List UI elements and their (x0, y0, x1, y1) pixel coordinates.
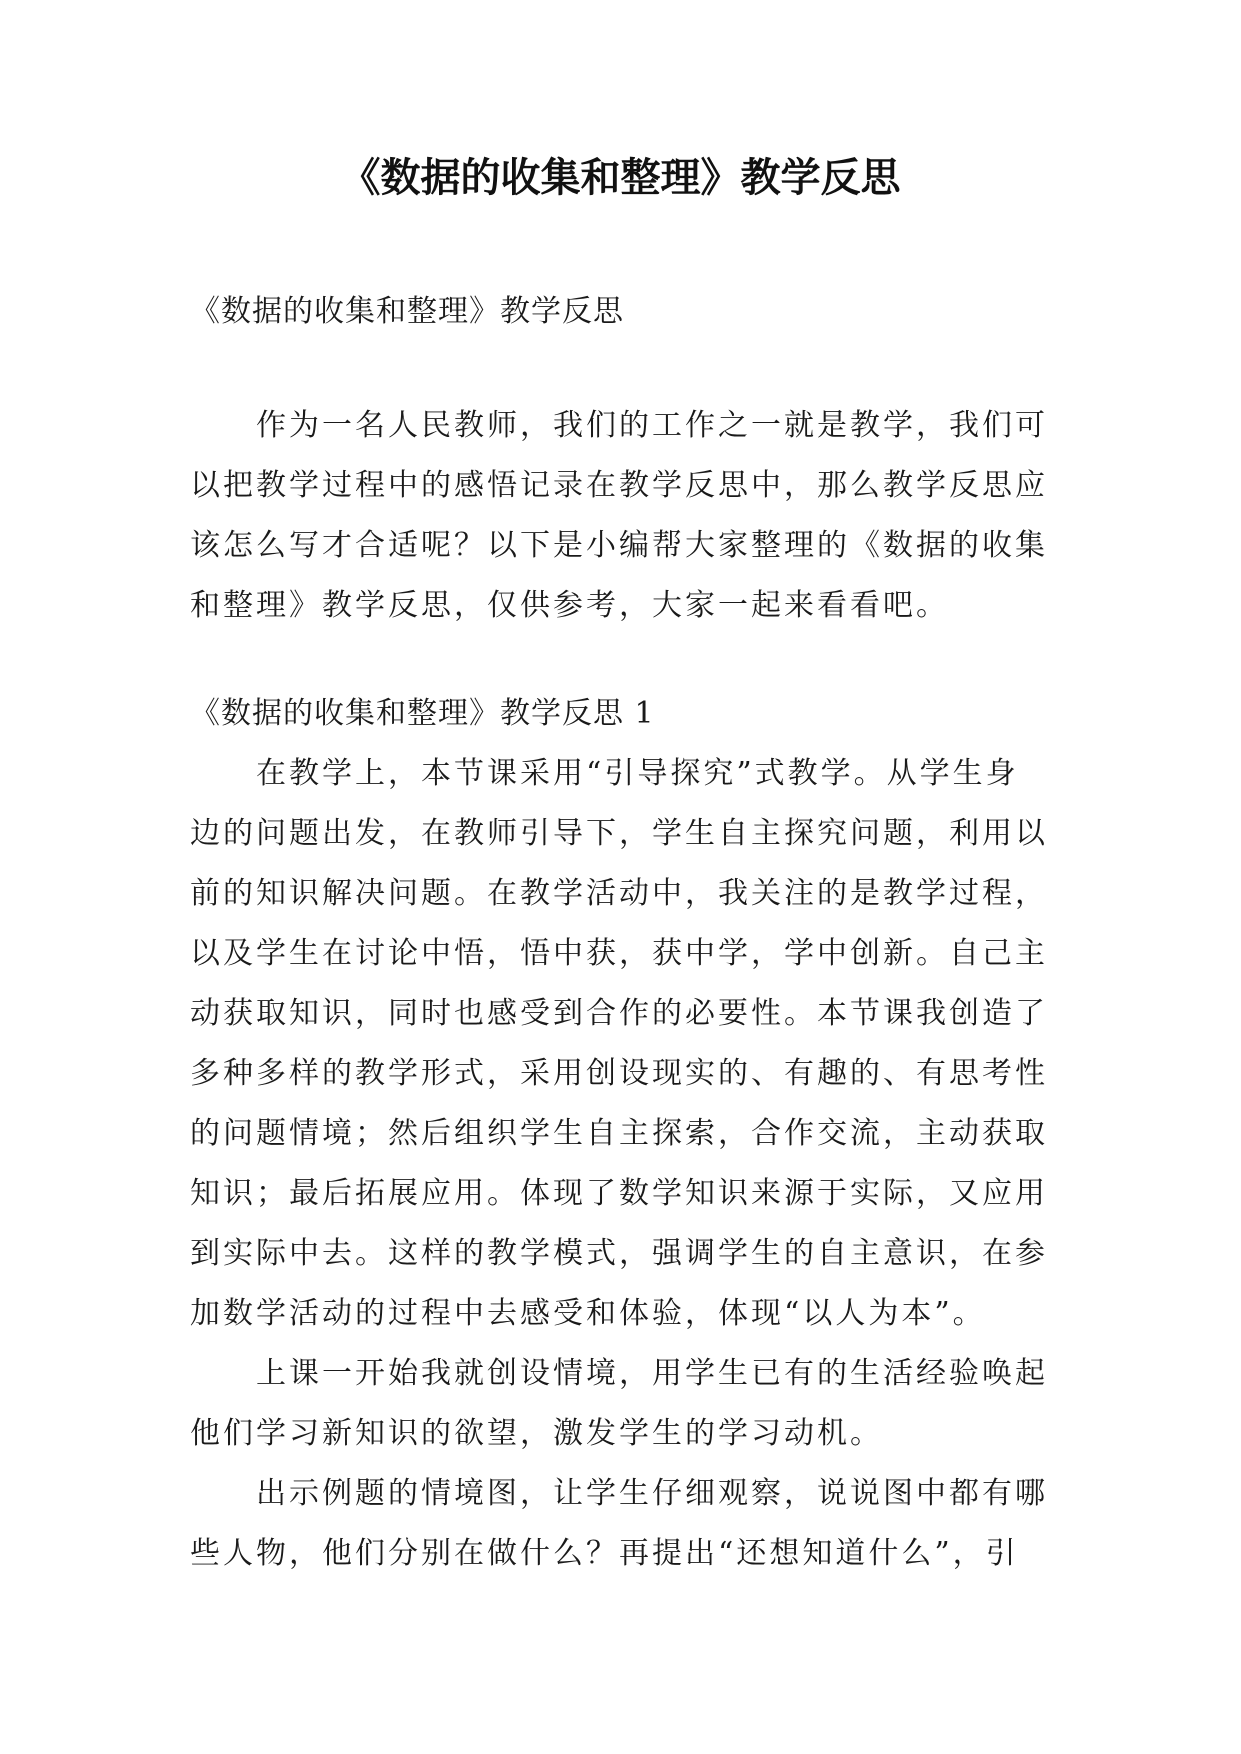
paragraph-line: 前的知识解决问题。在教学活动中，我关注的是教学过程， (190, 876, 1048, 911)
paragraph-line: 知识；最后拓展应用。体现了数学知识来源于实际，又应用 (190, 1176, 1048, 1211)
paragraph-line: 在教学上，本节课采用“引导探究”式教学。从学生身 (256, 756, 1019, 791)
paragraph-line: 出示例题的情境图，让学生仔细观察，说说图中都有哪 (256, 1476, 1048, 1511)
paragraph-line: 的问题情境；然后组织学生自主探索，合作交流，主动获取 (190, 1116, 1048, 1151)
paragraph-line: 他们学习新知识的欲望，激发学生的学习动机。 (190, 1416, 883, 1451)
paragraph-line: 到实际中去。这样的教学模式，强调学生的自主意识，在参 (190, 1236, 1048, 1271)
section-paragraph-1 (190, 744, 1060, 1344)
paragraph-line: 该怎么写才合适呢？以下是小编帮大家整理的《数据的收集 (190, 528, 1048, 563)
paragraph-line: 边的问题出发，在教师引导下，学生自主探究问题，利用以 (190, 816, 1048, 851)
paragraph-line: 动获取知识，同时也感受到合作的必要性。本节课我创造了 (190, 996, 1048, 1031)
intro-paragraph (190, 396, 1060, 636)
paragraph-line: 作为一名人民教师，我们的工作之一就是教学，我们可 (256, 408, 1048, 443)
paragraph-line: 和整理》教学反思，仅供参考，大家一起来看看吧。 (190, 588, 949, 623)
paragraph-line: 上课一开始我就创设情境，用学生已有的生活经验唤起 (256, 1356, 1048, 1391)
paragraph-line: 些人物，他们分别在做什么？再提出“还想知道什么”，引 (190, 1536, 1019, 1571)
subtitle: 《数据的收集和整理》教学反思 (190, 294, 624, 329)
spacer (190, 342, 1060, 396)
document-title: 《数据的收集和整理》教学反思 (340, 154, 901, 201)
section-paragraph-2 (190, 1344, 1060, 1464)
document-body (190, 282, 1060, 1584)
paragraph-line: 以把教学过程中的感悟记录在教学反思中，那么教学反思应 (190, 468, 1048, 503)
section-heading: 《数据的收集和整理》教学反思 1 (190, 696, 655, 731)
paragraph-line: 多种多样的教学形式，采用创设现实的、有趣的、有思考性 (190, 1056, 1048, 1091)
spacer (190, 636, 1060, 684)
paragraph-line: 以及学生在讨论中悟，悟中获，获中学，学中创新。自己主 (190, 936, 1048, 971)
section-paragraph-3 (190, 1464, 1060, 1584)
paragraph-line: 加数学活动的过程中去感受和体验，体现“以人为本”。 (190, 1296, 986, 1331)
